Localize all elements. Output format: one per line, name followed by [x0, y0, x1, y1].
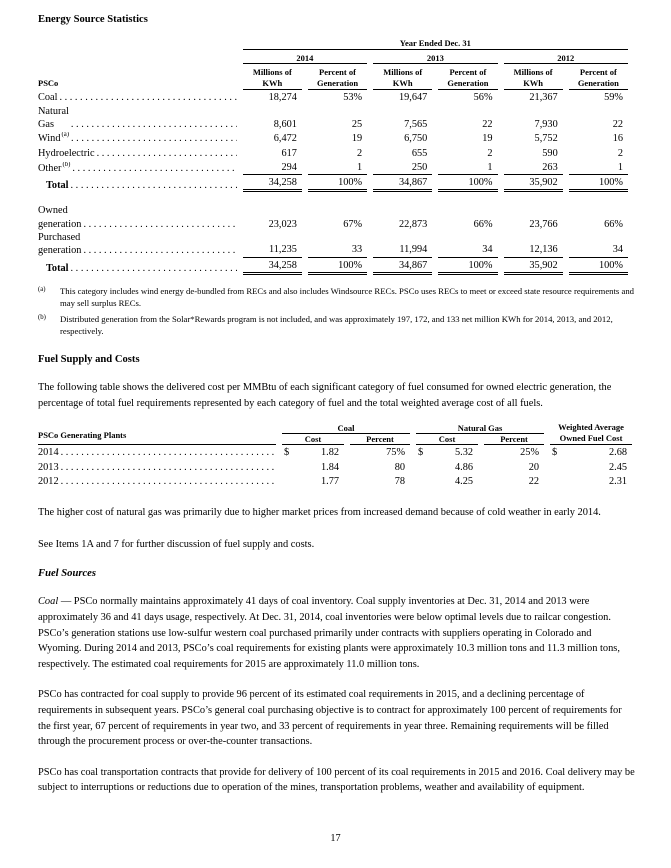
col-header-kwh: Millions of KWh [243, 68, 302, 90]
page-title: Energy Source Statistics [38, 14, 148, 25]
total-label: Total [46, 180, 69, 192]
value-cell: 2 [617, 147, 623, 159]
table-row-coal [38, 90, 628, 104]
value-cell: 4.86 [455, 461, 474, 473]
dollar-sign [550, 474, 563, 488]
col-header-pct: Percent of Generation [308, 68, 367, 90]
footnote-marker: (b) [38, 313, 46, 321]
dot-leader [81, 218, 236, 231]
value-cell: 8,601 [273, 118, 297, 130]
row-label: Wind [38, 133, 61, 145]
fuel-row-2013 [38, 460, 632, 474]
value-cell: 263 [504, 160, 563, 175]
value-cell: 1 [438, 160, 497, 175]
fuel-row-2014 [38, 445, 632, 459]
dot-leader [69, 132, 237, 145]
energy-source-table [32, 39, 634, 275]
value-cell: 34 [438, 231, 497, 258]
value-cell: 2 [356, 147, 363, 159]
value-cell: 617 [281, 147, 297, 159]
value-cell: 1.84 [320, 461, 339, 473]
coal-paragraph-text: — PSCo normally maintains approximately 41 days of coal inventory. Coal supply inventories at Dec. 31, 2014 and 2013 were approximately 36 and 41 days usage, respectively. At Dec. 31, 2014, coal inventories were below optimal levels due to railcar congestion. PSCo’s generation stations use low-sulfur western coal purchased primarily under contracts with suppliers operating in Colorado and Wyoming. During 2014 and 2013, PSCo’s coal requirements for existing plants were approximately 10.3 million tons and 11.3 million tons, respectively. The estimated coal requirements for 2015 are approximately 11.0 million tons. [38, 596, 620, 670]
value-cell: 590 [542, 147, 558, 159]
paragraph-natural-gas-cost: The higher cost of natural gas was primarily due to higher market prices from increased demand because of cold weather in early 2014. [38, 507, 601, 519]
value-cell: 6,472 [273, 133, 297, 145]
value-cell: 20 [528, 461, 540, 473]
section-title-fuel-supply: Fuel Supply and Costs [38, 353, 140, 365]
total-cell: 34,258 [243, 175, 302, 192]
total-cell: 34,867 [373, 175, 432, 192]
value-cell: 2.68 [609, 447, 628, 459]
row-label: Coal [38, 92, 58, 104]
value-cell: 11,994 [373, 231, 432, 258]
footnote-text: Distributed generation from the Solar*Rewards program is not included, and was approximately 197, 172, and 133 net million KWh for 2014, 2013, and 2012, respectively. [60, 313, 613, 336]
dollar-sign [416, 474, 429, 488]
dot-leader [81, 244, 236, 257]
footnote-marker: (a) [38, 285, 46, 293]
row-label: Hydroelectric [38, 147, 95, 159]
value-cell: 16 [612, 133, 623, 145]
dot-leader [57, 91, 236, 104]
value-cell: 7,930 [534, 118, 558, 130]
footnote-ref-a: (a) [61, 132, 70, 139]
subheader-coal-cost: Cost [282, 434, 344, 445]
value-cell: 1.82 [320, 447, 339, 459]
dollar-sign: $ [284, 447, 290, 459]
year-2014: 2014 [243, 54, 367, 65]
paragraph-see-items: See Items 1A and 7 for further discussion of fuel supply and costs. [38, 538, 315, 550]
dollar-sign: $ [552, 447, 558, 459]
value-cell: 78 [394, 475, 406, 487]
years-row [38, 54, 628, 65]
value-cell: 5,752 [534, 133, 558, 145]
table-row-natural-gas [38, 105, 628, 132]
dot-leader [95, 147, 237, 160]
dollar-sign [550, 460, 563, 474]
value-cell: 22 [612, 118, 623, 130]
value-cell: 25 [351, 118, 363, 130]
total-cell: 100% [308, 175, 367, 192]
dollar-sign: $ [418, 447, 424, 459]
value-cell: 80 [394, 461, 406, 473]
table-row-other [38, 160, 628, 175]
value-cell: 11,235 [243, 231, 302, 258]
value-cell: 19 [482, 133, 493, 145]
value-cell: 250 [373, 160, 432, 175]
value-cell: 66% [473, 218, 493, 230]
value-cell: 33 [308, 231, 367, 258]
value-cell: 22 [482, 118, 493, 130]
value-cell: 1 [569, 160, 628, 175]
table-row-purchased-generation [38, 231, 628, 258]
year-2013: 2013 [373, 54, 497, 65]
value-cell: 2.45 [609, 461, 628, 473]
fuel-row-2012 [38, 474, 632, 488]
value-cell: 7,565 [404, 118, 428, 130]
value-cell: 22 [528, 475, 540, 487]
dot-leader [59, 446, 276, 459]
value-cell: 4.25 [455, 475, 474, 487]
table-row-hydroelectric [38, 146, 628, 160]
value-cell: 6,750 [404, 133, 428, 145]
year-ended-header: Year Ended Dec. 31 [243, 39, 628, 50]
row-label: 2012 [38, 475, 59, 487]
value-cell: 12,136 [504, 231, 563, 258]
footnote-text: This category includes wind energy de-bundled from RECs and also includes Windsource RECs. PSCo uses RECs to meet or exceed state resource requirements and may sell surplus RECs. [60, 285, 635, 308]
value-cell: 294 [243, 160, 302, 175]
value-cell: 5.32 [455, 447, 474, 459]
dot-leader [69, 262, 237, 275]
total-cell: 34,258 [243, 258, 302, 275]
value-cell: 23,766 [529, 218, 558, 230]
subheader-gas-percent: Percent [484, 434, 544, 445]
total-cell: 100% [438, 258, 497, 275]
total-cell: 100% [308, 258, 367, 275]
dot-leader [59, 461, 276, 474]
value-cell: 18,274 [268, 92, 297, 104]
total-cell: 100% [438, 175, 497, 192]
value-cell: 23,023 [268, 218, 297, 230]
value-cell: 25% [520, 447, 540, 459]
dot-leader [69, 118, 237, 131]
column-headers-row [38, 68, 628, 90]
value-cell: 59% [604, 92, 623, 104]
value-cell: 655 [411, 147, 428, 159]
dollar-sign [416, 460, 429, 474]
table-row-wind [38, 131, 628, 145]
row-label: Natural Gas [38, 105, 69, 130]
total-label: Total [46, 262, 69, 274]
total-cell: 34,867 [373, 258, 432, 275]
value-cell: 56% [473, 92, 493, 104]
value-cell: 66% [604, 218, 623, 230]
value-cell: 19 [351, 133, 363, 145]
col-header-kwh: Millions of KWh [373, 68, 432, 90]
page-number: 17 [330, 833, 341, 844]
subheader-gas-cost: Cost [416, 434, 478, 445]
total-cell: 100% [569, 175, 628, 192]
row-label: Other [38, 162, 62, 174]
paragraph-coal-contract: PSCo has contracted for coal supply to provide 96 percent of its estimated coal requirements in 2015, and a declining percentage of requirements in subsequent years. PSCo’s general coal purchasing objective is to contract for approximately 100 percent of requirements for the first year, 67 percent of requirements in year two, and 33 percent of requirements in year three. Remaining requirements will be filled through the procurement process or over-the-counter transactions. [38, 689, 622, 748]
value-cell: 34 [569, 231, 628, 258]
value-cell: 1.77 [320, 475, 339, 487]
value-cell: 2.31 [609, 475, 628, 487]
fuel-group-header-row [38, 423, 632, 434]
total-cell: 35,902 [504, 258, 563, 275]
footnote-ref-b: (b) [62, 161, 71, 168]
table-row-total [38, 175, 628, 192]
value-cell: 19,647 [398, 92, 428, 104]
col-header-pct: Percent of Generation [438, 68, 497, 90]
footnote-b [38, 313, 636, 337]
col-header-kwh: Millions of KWh [504, 68, 563, 90]
paragraph-coal [38, 594, 636, 672]
table-row-generation-total [38, 258, 628, 275]
dollar-sign [282, 474, 295, 488]
value-cell: 1 [308, 160, 367, 175]
value-cell: 53% [343, 92, 363, 104]
group-header-coal: Coal [282, 423, 410, 434]
total-cell: 35,902 [504, 175, 563, 192]
dot-leader [59, 475, 276, 488]
coal-lead-word: Coal [38, 596, 59, 608]
total-cell: 100% [569, 258, 628, 275]
row-label: Owned generation [38, 205, 82, 230]
fuel-left-header: PSCo Generating Plants [38, 423, 276, 445]
group-header-weighted-average: Weighted Average Owned Fuel Cost [550, 423, 632, 445]
footnotes [38, 285, 636, 337]
footnote-a [38, 285, 636, 309]
value-cell: 2 [487, 147, 493, 159]
dollar-sign [282, 460, 295, 474]
year-ended-header-row [38, 39, 628, 50]
paragraph-fuel-supply-intro: The following table shows the delivered cost per MMBtu of each significant category of fuel consumed for owned electric generation, the percentage of total fuel requirements represented by each category of fuel and the total weighted average cost of all fuels. [38, 381, 612, 409]
value-cell: 75% [386, 447, 406, 459]
dot-leader [69, 179, 237, 192]
subsection-title-fuel-sources: Fuel Sources [38, 568, 96, 580]
year-2012: 2012 [504, 54, 628, 65]
fuel-cost-table [32, 423, 638, 488]
dot-leader [70, 162, 236, 175]
psco-header: PSCo [38, 78, 59, 89]
group-header-natural-gas: Natural Gas [416, 423, 544, 434]
value-cell: 67% [343, 218, 363, 230]
value-cell: 21,367 [529, 92, 558, 104]
value-cell: 22,873 [398, 218, 428, 230]
row-label: 2013 [38, 461, 59, 473]
table-row-owned-generation [38, 204, 628, 231]
row-label: Purchased generation [38, 232, 82, 257]
row-label: 2014 [38, 447, 59, 459]
col-header-pct: Percent of Generation [569, 68, 628, 90]
paragraph-coal-transport: PSCo has coal transportation contracts that provide for delivery of 100 percent of its coal requirements in 2015 and 2016. Coal delivery may be subject to interruptions or reductions due to operation of the mines, transportation problems, weather and availability of equipment. [38, 766, 635, 794]
subheader-coal-percent: Percent [350, 434, 410, 445]
